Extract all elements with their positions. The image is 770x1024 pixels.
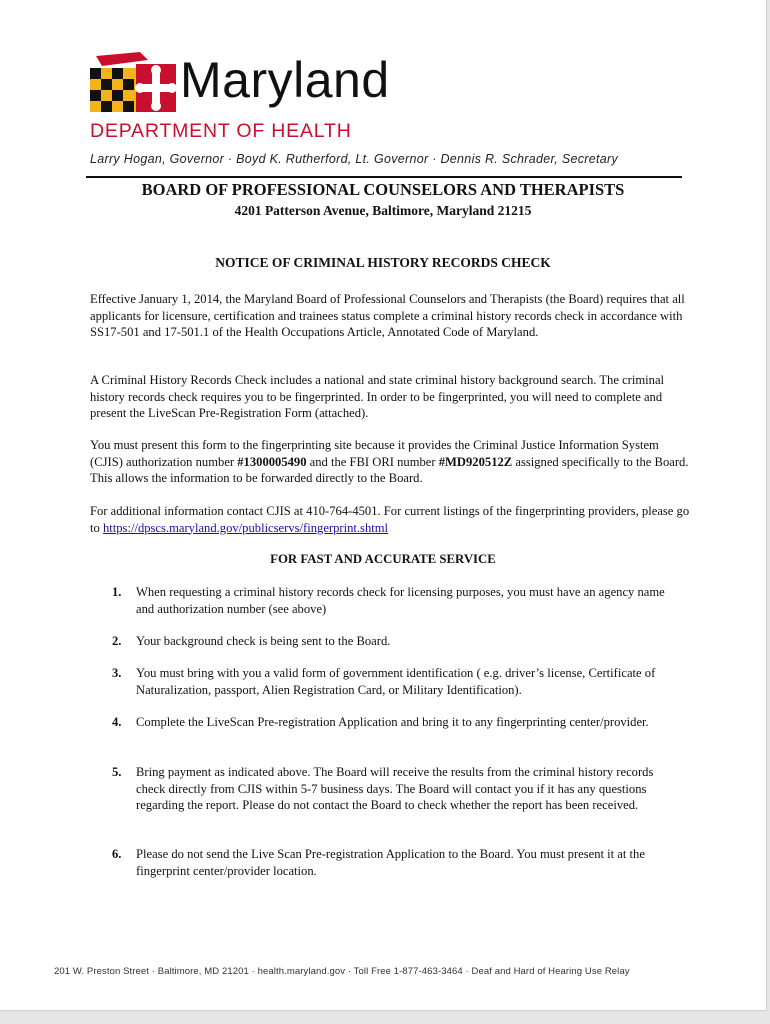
department-name: DEPARTMENT OF HEALTH: [90, 120, 352, 142]
cjis-text-a: You must present this form to the fingerprinting site because it provides the Criminal Justice Information System (CJIS) authorization number: [90, 438, 659, 469]
fast-service-title: FOR FAST AND ACCURATE SERVICE: [270, 552, 496, 566]
list-item-text: Bring payment as indicated above. The Board will receive the results from the criminal history records check directly from CJIS within 5-7 business days. The Board will contact you if it has any questions regarding the report. Please do not contact the Board to check whether the report has been received.: [136, 765, 654, 812]
page-footer: 201 W. Preston Street · Baltimore, MD 21201 · health.maryland.gov · Toll Free 1-877-463-3464 · Deaf and Hard of Hearing Use Relay: [54, 966, 630, 977]
maryland-logo: [88, 46, 428, 116]
notice-title: NOTICE OF CRIMINAL HISTORY RECORDS CHECK: [215, 255, 551, 270]
list-item-text: Complete the LiveScan Pre-registration Application and bring it to any fingerprinting center/provider.: [136, 715, 649, 729]
contact-text: For additional information contact CJIS at 410-764-4501. For current listings of the fingerprinting providers, please go to: [90, 504, 690, 535]
list-item-number: 5.: [112, 765, 122, 779]
list-item-number: 1.: [112, 585, 122, 599]
logo-wordmark: Maryland: [180, 52, 390, 108]
fingerprint-providers-link[interactable]: https://dpscs.maryland.gov/publicservs/fingerprint.shtml: [102, 520, 389, 535]
list-item-number: 3.: [112, 666, 122, 680]
board-address: 4201 Patterson Avenue, Baltimore, Maryland 21215: [234, 203, 532, 218]
officials-line: Larry Hogan, Governor · Boyd K. Rutherford, Lt. Governor · Dennis R. Schrader, Secretary: [90, 152, 619, 166]
cjis-text-b: and the FBI ORI number: [306, 454, 439, 469]
list-item-text: Please do not send the Live Scan Pre-registration Application to the Board. You must present it at the fingerprint center/provider location.: [136, 847, 645, 878]
paragraph-effective-date: Effective January 1, 2014, the Maryland Board of Professional Counselors and Therapists (the Board) requires that all applicants for licensure, certification and trainees status complete a criminal history records check in accordance with SS17-501 and 17-501.1 of the Health Occupations Article, Annotated Code of Maryland.: [90, 292, 685, 339]
header-divider: [86, 176, 682, 178]
paragraph-contact: [90, 503, 690, 536]
list-item-text: You must bring with you a valid form of government identification ( e.g. driver’s license, Certificate of Naturalization, passport, Alien Registration Card, or Military Identification).: [136, 666, 656, 697]
list-item-text: Your background check is being sent to the Board.: [136, 634, 391, 648]
cjis-text-c: assigned specifically to the Board. This allows the information to be forwarded directly to the Board.: [90, 454, 689, 485]
paragraph-records-check: A Criminal History Records Check includes a national and state criminal history background search. The criminal history records check requires you to be fingerprinted. In order to be fingerprinted, you will need to complete and present the LiveScan Pre-Registration Form (attached).: [90, 373, 665, 420]
list-item-number: 6.: [112, 847, 122, 861]
flag-emblem-icon: [88, 46, 180, 116]
cjis-authorization-number: #1300005490: [237, 454, 307, 469]
list-item-number: 4.: [112, 715, 122, 729]
paragraph-cjis-numbers: [90, 437, 690, 487]
list-item-text: When requesting a criminal history records check for licensing purposes, you must have an agency name and authorization number (see above): [136, 585, 665, 616]
board-title: BOARD OF PROFESSIONAL COUNSELORS AND THERAPISTS: [141, 180, 625, 199]
list-item-number: 2.: [112, 634, 122, 648]
fbi-ori-number: #MD920512Z: [438, 454, 513, 469]
